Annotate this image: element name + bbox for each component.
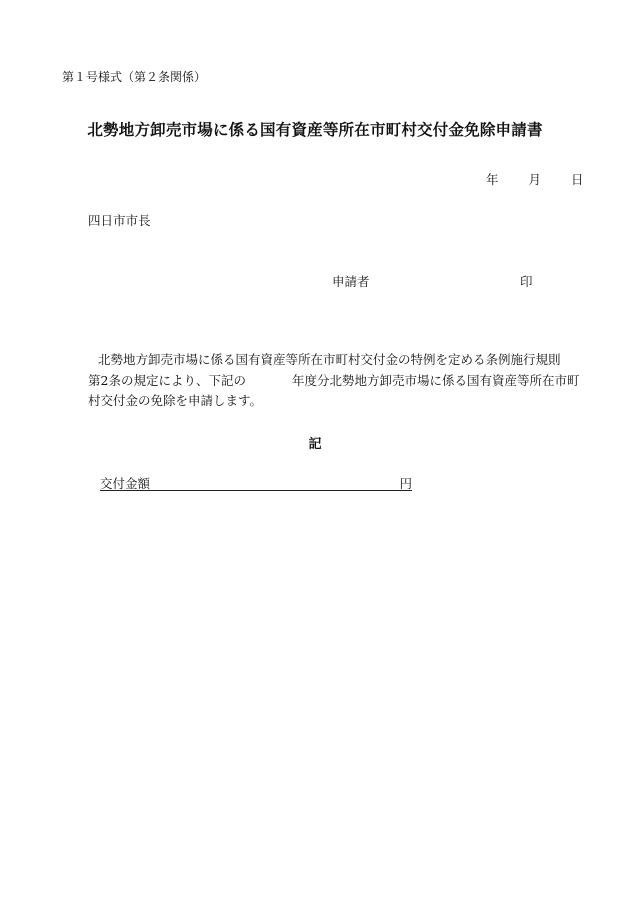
applicant-label: 申請者 bbox=[332, 274, 370, 289]
note-heading: 記 bbox=[308, 437, 322, 452]
application-statement bbox=[88, 350, 590, 412]
month-label: 月 bbox=[528, 172, 542, 187]
statement-line-3: 村交付金の免除を申請します。 bbox=[88, 393, 263, 408]
statement-line-2-after: 年度分北勢地方卸売市場に係る国有資産等所在市町 bbox=[291, 372, 580, 388]
year-label: 年 bbox=[486, 172, 499, 187]
statement-line-1: 北勢地方卸売市場に係る国有資産等所在市町村交付金の特例を定める条例施行規則 bbox=[98, 352, 561, 367]
grant-amount-label: 交付金額 bbox=[100, 476, 151, 491]
statement-line-2 bbox=[88, 371, 590, 392]
yen-unit: 円 bbox=[399, 476, 412, 491]
day-label: 日 bbox=[571, 172, 584, 187]
date-line bbox=[486, 170, 584, 188]
form-number: 第１号様式（第２条関係） bbox=[62, 70, 207, 84]
seal-mark: 印 bbox=[520, 274, 533, 289]
grant-amount-line bbox=[100, 474, 412, 491]
document-title: 北勢地方卸売市場に係る国有資産等所在市町村交付金免除申請書 bbox=[87, 120, 543, 139]
statement-line-2-before: 第2条の規定により、下記の bbox=[88, 372, 246, 388]
addressee: 四日市市長 bbox=[88, 213, 151, 228]
